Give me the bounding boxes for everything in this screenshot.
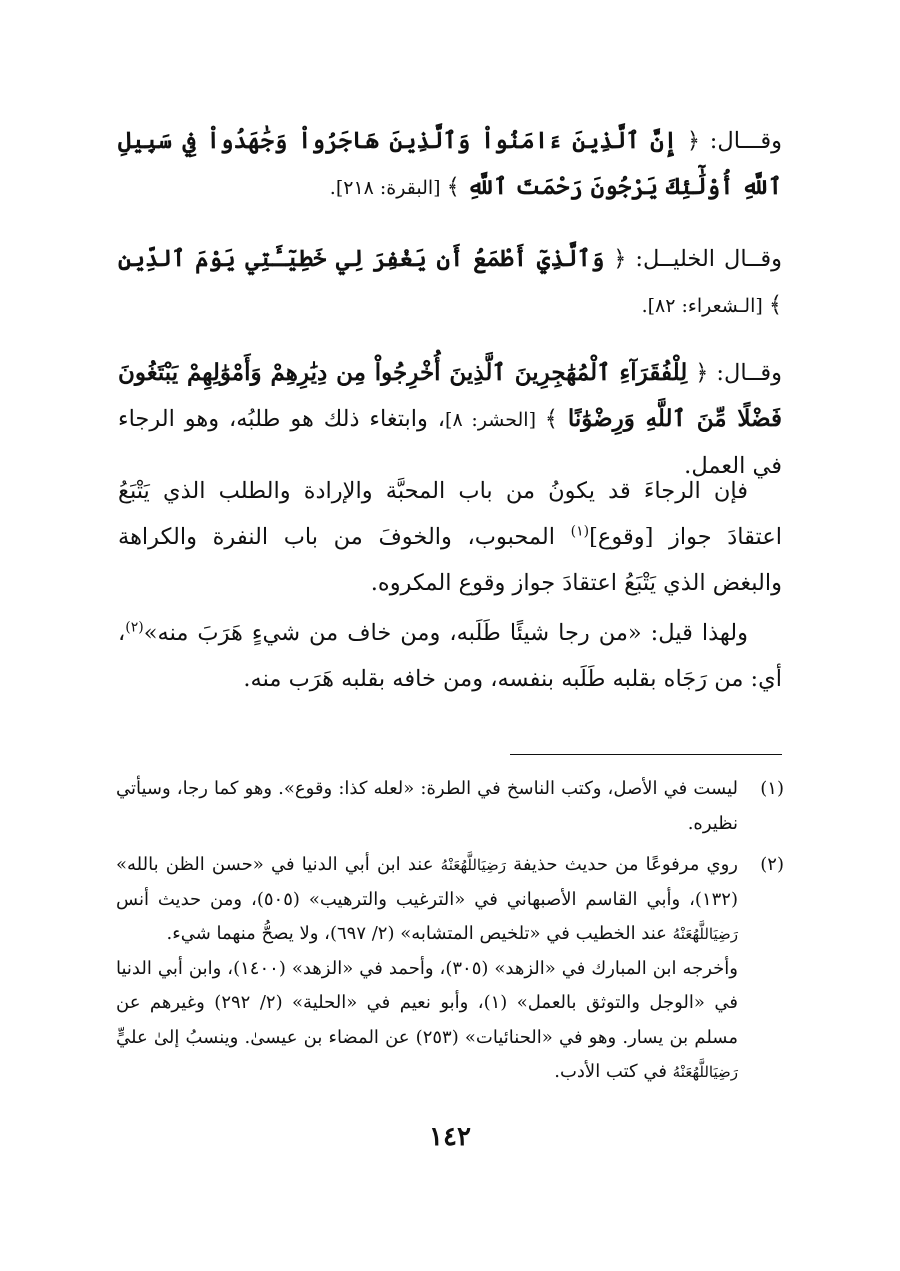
quran-verse: وَٱلَّذِيٓ أَطْمَعُ أَن يَغْفِرَ لِي خَطِيٓـَٔتِي يَوْمَ ٱلدِّينِ [118, 245, 605, 272]
footnote-text: روي مرفوعًا من حديث حذيفة [506, 854, 738, 875]
paragraph-verse-baqarah [118, 118, 782, 211]
footnote-text: عند ابن أبي الدنيا في «حسن الظن بالله» (١٣٢)، وأبي القاسم الأصبهاني في «الترغيب والترهيب» (٥٠٥)، ومن حديث أنس [116, 854, 738, 910]
footnote-paragraph [116, 952, 738, 1090]
footnote-number: (٢) [760, 854, 784, 875]
page-number: ١٤٢ [429, 1122, 471, 1152]
paragraph-text: المحبوب، والخوفَ من باب النفرة والكراهة والبغض الذي يَتْبَعُ اعتقادَ جواز وقوع المكروه. [118, 524, 782, 596]
footnote-text: في كتب الأدب. [554, 1061, 673, 1082]
footnote-ref-1[interactable]: (١) [570, 523, 590, 540]
quran-open-bracket: ﴿ [677, 128, 701, 154]
footnote-separator [510, 754, 782, 755]
paragraph-text: ، أي: من رَجَاه بقلبه طَلَبه بنفسه، ومن خافه بقلبه هَرَب منه. [118, 620, 782, 692]
paragraph-saying [118, 610, 782, 702]
footnote-text: عند الخطيب في «تلخيص المتشابه» (٢/ ٦٩٧)، ولا يصحُّ منهما شيء. [166, 923, 673, 944]
quran-close-bracket: ﴾ [446, 174, 467, 200]
honorific-glyph: رَضِيَاللَّهُعَنْهُ [672, 925, 738, 943]
quran-verse: لِلْفُقَرَآءِ ٱلْمُهَٰجِرِينَ ٱلَّذِينَ أُخْرِجُواْ مِن دِيَٰرِهِمْ وَأَمْوَٰلِهِمْ يَبْتَغُونَ فَضْلًا مِّنَ ٱللَّهِ وَرِضْوَٰنًا [118, 359, 782, 432]
footnote-2 [116, 848, 784, 1090]
paragraph-hope-fear [118, 468, 782, 606]
verse-reference: [الحشر: ٨] [445, 409, 545, 431]
speech-intro: وقـــال: [700, 128, 782, 154]
quran-close-bracket: ﴾ [768, 292, 782, 318]
quran-close-bracket: ﴾ [544, 406, 568, 432]
verse-reference: [البقرة: ٢١٨]. [329, 177, 447, 199]
paragraph-verse-shuara [118, 236, 782, 329]
footnote-ref-2[interactable]: (٢) [125, 619, 144, 636]
honorific-glyph: رَضِيَاللَّهُعَنْهُ [440, 856, 506, 874]
footnote-text: وأخرجه ابن المبارك في «الزهد» (٣٠٥)، وأحمد في «الزهد» (١٤٠٠)، وابن أبي الدنيا في «الوجل والتوثق بالعمل» (١)، وأبو نعيم في «الحلية» (٢/ ٢٩٢) وغيرهم عن مسلم بن يسار. وهو في «الحنائيات» (٢٥٣) عن المضاء بن عيسىٰ. وينسبُ إلىٰ عليٍّ [116, 957, 738, 1048]
speech-intro: وقــال: [708, 360, 782, 386]
footnote-paragraph [116, 848, 738, 952]
footnote-text: ليست في الأصل، وكتب الناسخ في الطرة: «لعله كذا: وقوع». وهو كما رجا، وسيأتي نظيره. [116, 778, 738, 834]
footnote-body [116, 848, 738, 1090]
paragraph-text: فإن الرجاءَ قد يكونُ من باب المحبَّة والإرادة والطلب الذي يَتْبَعُ اعتقادَ جواز [وقوع] [118, 478, 782, 550]
footnote-number: (١) [760, 778, 784, 799]
verse-reference: [الـشعراء: ٨٢]. [641, 295, 769, 317]
quran-verse: إِنَّ ٱلَّذِينَ ءَامَنُواْ وَٱلَّذِينَ هَاجَرُواْ وَجَٰهَدُواْ فِي سَبِيلِ ٱللَّهِ أُوْلَٰٓئِكَ يَرْجُونَ رَحْمَتَ ٱللَّهِ [118, 127, 782, 200]
speech-intro: وقــال الخليــل: [626, 246, 782, 272]
quran-open-bracket: ﴿ [604, 246, 627, 272]
paragraph-continuation: ، وابتغاء ذلك هو طلبُه، وهو الرجاء في العمل. [118, 406, 782, 479]
footnote-1 [116, 772, 784, 841]
quran-open-bracket: ﴿ [687, 360, 709, 386]
honorific-glyph: رَضِيَاللَّهُعَنْهُ [672, 1063, 738, 1081]
paragraph-text: ولهذا قيل: «من رجا شيئًا طَلَبه، ومن خاف من شيءٍ هَرَبَ منه» [143, 620, 748, 646]
